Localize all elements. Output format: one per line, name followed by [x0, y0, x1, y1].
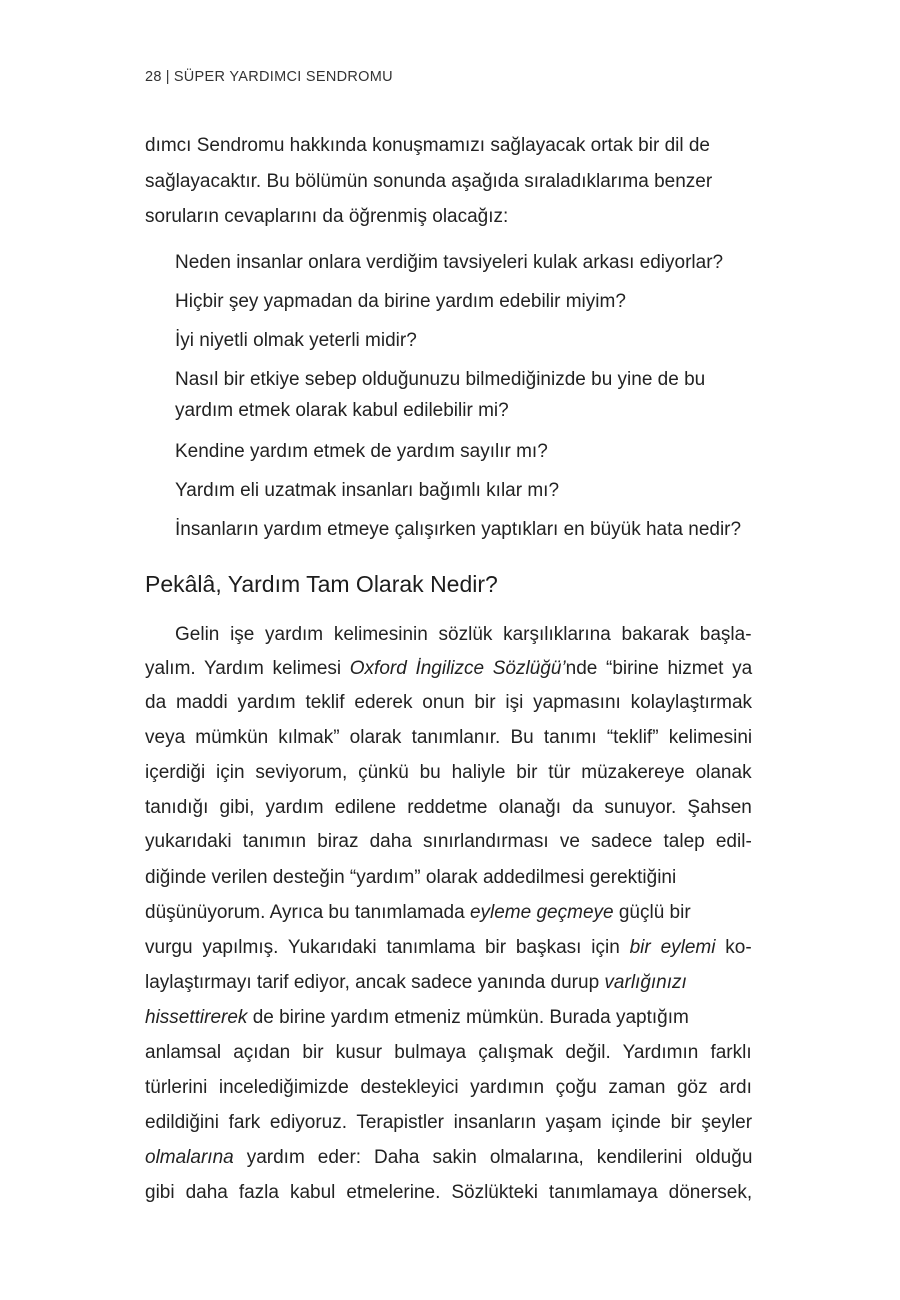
emphasis-text: olmalarına	[145, 1147, 234, 1168]
book-title: SÜPER YARDIMCI SENDROMU	[173, 69, 393, 85]
question-item: Nasıl bir etkiye sebep olduğunuzu bilmediğinizde bu yine de bu	[175, 369, 706, 390]
question-item: Yardım eli uzatmak insanları bağımlı kılar mı?	[175, 480, 560, 501]
question-item: İnsanların yardım etmeye çalışırken yaptıkları en büyük hata nedir?	[175, 519, 742, 540]
body-line: türlerini incelediğimizde destekleyici yardımın çoğu zaman göz ardı	[145, 1077, 752, 1098]
body-line: düşünüyorum. Ayrıca bu tanımlamada eyleme geçmeye güçlü bir	[145, 902, 691, 923]
body-line: yalım. Yardım kelimesi Oxford İngilizce Sözlüğü’nde “birine hizmet ya	[145, 658, 753, 679]
body-line: da maddi yardım teklif ederek onun bir işi yapmasını kolaylaştırmak	[145, 692, 753, 713]
running-header	[145, 69, 393, 85]
body-line: tanıdığı gibi, yardım edilene reddetme olanağı da sunuyor. Şahsen	[145, 797, 752, 818]
body-line: edildiğini fark ediyoruz. Terapistler insanların yaşam içinde bir şeyler	[145, 1112, 753, 1133]
header-separator: |	[165, 69, 170, 85]
question-item: Kendine yardım etmek de yardım sayılır mı?	[175, 441, 548, 462]
intro-line: sağlayacaktır. Bu bölümün sonunda aşağıda sıraladıklarıma benzer	[145, 171, 713, 192]
page-number: 28	[145, 69, 162, 85]
section-heading: Pekâlâ, Yardım Tam Olarak Nedir?	[145, 571, 498, 597]
body-line: içerdiği için seviyorum, çünkü bu haliyle bir tür müzakereye olanak	[145, 762, 752, 783]
body-line: yukarıdaki tanımın biraz daha sınırlandırması ve sadece talep edil-	[145, 831, 752, 852]
question-item: İyi niyetli olmak yeterli midir?	[175, 330, 417, 351]
body-line: anlamsal açıdan bir kusur bulmaya çalışmak değil. Yardımın farklı	[145, 1042, 752, 1063]
emphasis-text: bir eylemi	[629, 937, 716, 958]
body-line: diğinde verilen desteğin “yardım” olarak addedilmesi gerektiğini	[145, 867, 677, 888]
question-item: Hiçbir şey yapmadan da birine yardım edebilir miyim?	[175, 291, 626, 312]
emphasis-text: hissettirerek	[145, 1007, 248, 1028]
body-line: veya mümkün kılmak” olarak tanımlanır. Bu tanımı “teklif” kelimesini	[145, 727, 753, 748]
body-line: gibi daha fazla kabul etmelerine. Sözlükteki tanımlamaya dönersek,	[145, 1182, 753, 1203]
body-line: hissettirerek de birine yardım etmeniz mümkün. Burada yaptığım	[145, 1007, 689, 1028]
question-item: yardım etmek olarak kabul edilebilir mi?	[175, 400, 509, 421]
body-line: laylaştırmayı tarif ediyor, ancak sadece yanında durup varlığınızı	[145, 972, 687, 993]
emphasis-text: eyleme geçmeye	[469, 902, 614, 923]
emphasis-text: varlığınızı	[604, 972, 687, 993]
body-line: Gelin işe yardım kelimesinin sözlük karşılıklarına bakarak başla-	[175, 624, 752, 645]
question-item: Neden insanlar onlara verdiğim tavsiyeleri kulak arkası ediyorlar?	[175, 252, 724, 273]
intro-line: soruların cevaplarını da öğrenmiş olacağız:	[145, 206, 509, 227]
body-line: vurgu yapılmış. Yukarıdaki tanımlama bir başkası için bir eylemi ko-	[145, 937, 752, 958]
emphasis-text: Oxford İngilizce Sözlüğü’	[349, 658, 566, 679]
body-line: olmalarına yardım eder: Daha sakin olmalarına, kendilerini olduğu	[145, 1147, 753, 1168]
intro-line: dımcı Sendromu hakkında konuşmamızı sağlayacak ortak bir dil de	[145, 135, 710, 156]
